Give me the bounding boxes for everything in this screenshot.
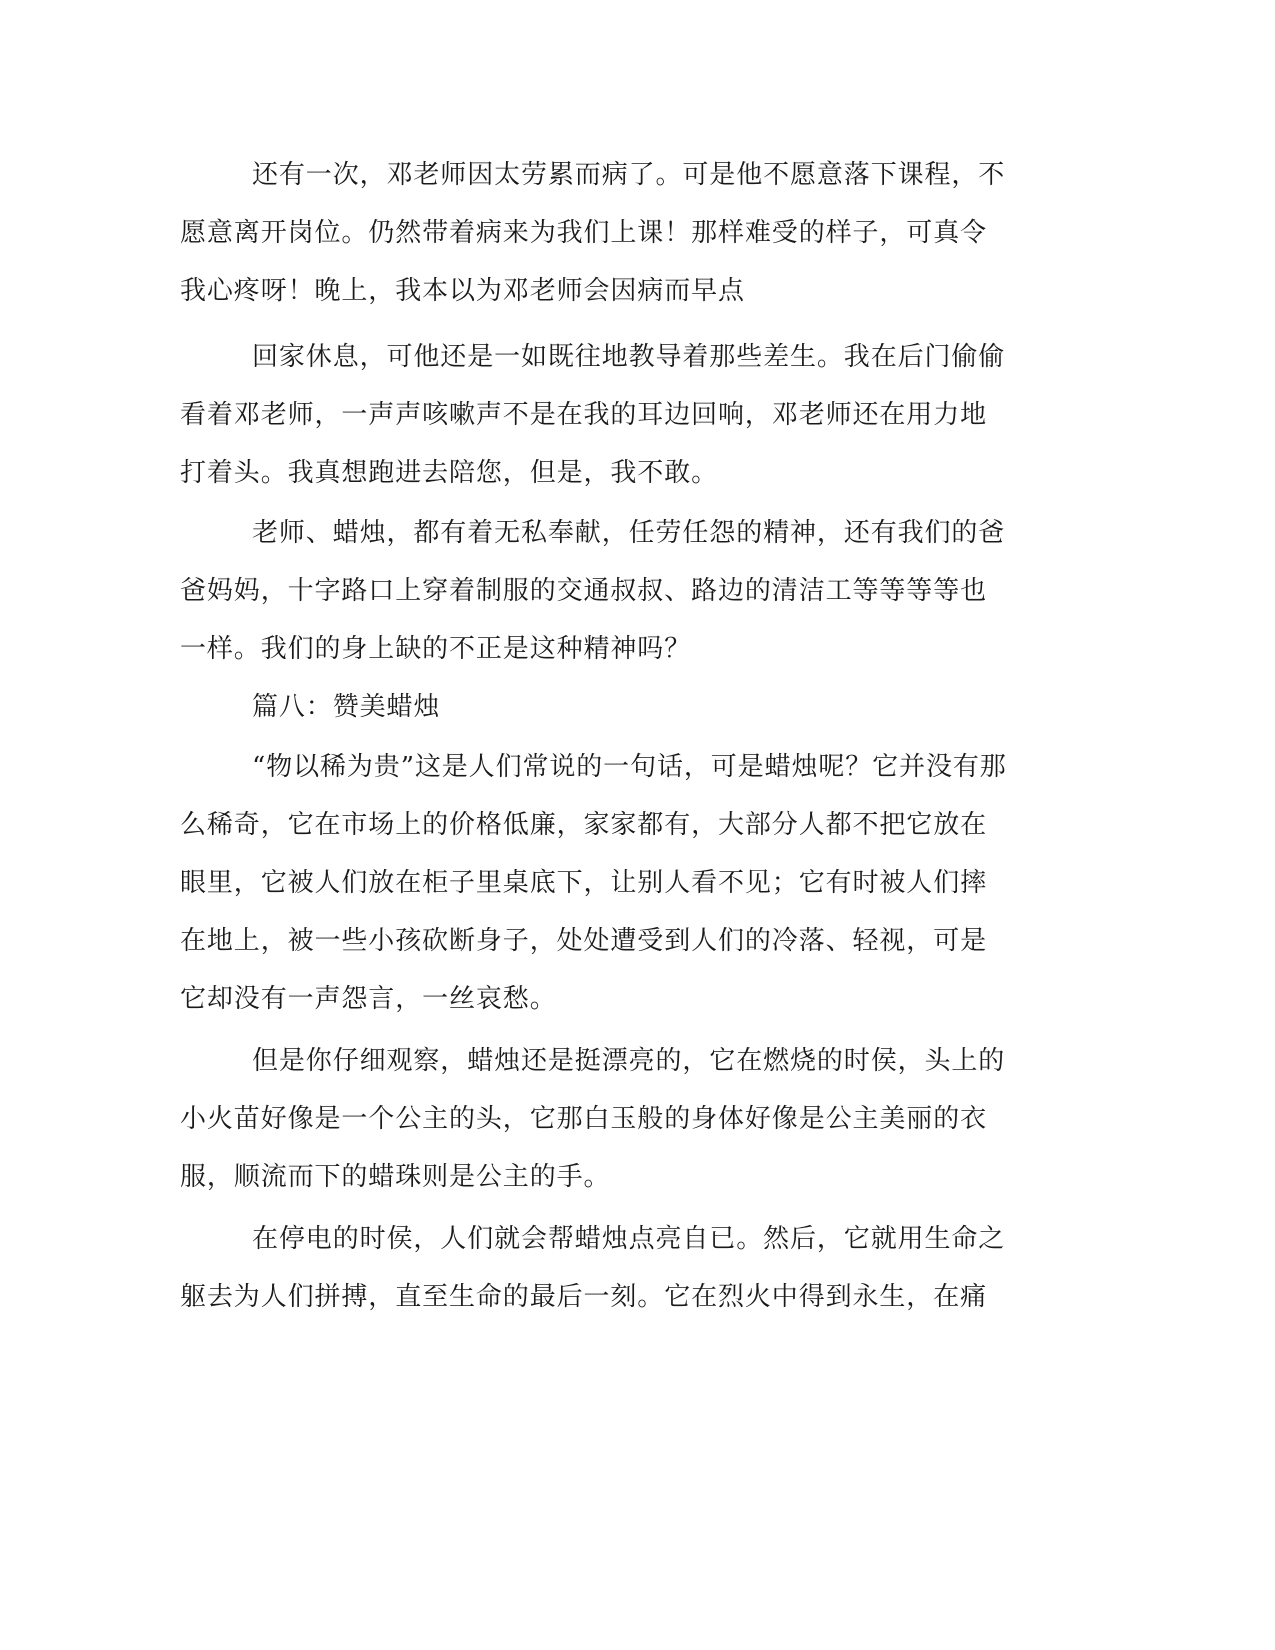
paragraph-1-line-3: 我心疼呀！晚上，我本以为邓老师会因病而早点 [180, 276, 745, 306]
paragraph-3-line-1: 老师、蜡烛，都有着无私奉献，任劳任怨的精神，还有我们的爸 [252, 518, 1006, 548]
paragraph-2-line-1: 回家休息，可他还是一如既往地教导着那些差生。我在后门偷偷 [252, 342, 1006, 372]
paragraph-5-line-1: 但是你仔细观察，蜡烛还是挺漂亮的，它在燃烧的时侯，头上的 [252, 1046, 1006, 1076]
paragraph-4-line-2: 么稀奇，它在市场上的价格低廉，家家都有，大部分人都不把它放在 [180, 810, 988, 840]
paragraph-2-line-3: 打着头。我真想跑进去陪您，但是，我不敢。 [180, 458, 719, 488]
paragraph-1-line-1: 还有一次，邓老师因太劳累而病了。可是他不愿意落下课程，不 [252, 160, 1006, 190]
paragraph-6-line-2: 躯去为人们拼搏，直至生命的最后一刻。它在烈火中得到永生，在痛 [180, 1282, 988, 1312]
paragraph-1-line-2: 愿意离开岗位。仍然带着病来为我们上课！那样难受的样子，可真令 [180, 218, 988, 248]
paragraph-3-line-3: 一样。我们的身上缺的不正是这种精神吗？ [180, 634, 692, 664]
paragraph-2-line-2: 看着邓老师，一声声咳嗽声不是在我的耳边回响，邓老师还在用力地 [180, 400, 988, 430]
paragraph-4-line-3: 眼里，它被人们放在柜子里桌底下，让别人看不见；它有时被人们摔 [180, 868, 988, 898]
section-heading: 篇八：赞美蜡烛 [252, 692, 441, 722]
paragraph-5-line-3: 服，顺流而下的蜡珠则是公主的手。 [180, 1162, 611, 1192]
paragraph-3-line-2: 爸妈妈，十字路口上穿着制服的交通叔叔、路边的清洁工等等等等也 [180, 576, 988, 606]
paragraph-4-line-5: 它却没有一声怨言，一丝哀愁。 [180, 984, 557, 1014]
paragraph-5-line-2: 小火苗好像是一个公主的头，它那白玉般的身体好像是公主美丽的衣 [180, 1104, 988, 1134]
paragraph-4-line-4: 在地上，被一些小孩砍断身子，处处遭受到人们的冷落、轻视，可是 [180, 926, 988, 956]
paragraph-4-line-1: “物以稀为贵”这是人们常说的一句话，可是蜡烛呢？它并没有那 [252, 752, 1007, 782]
paragraph-6-line-1: 在停电的时侯，人们就会帮蜡烛点亮自已。然后，它就用生命之 [252, 1224, 1006, 1254]
